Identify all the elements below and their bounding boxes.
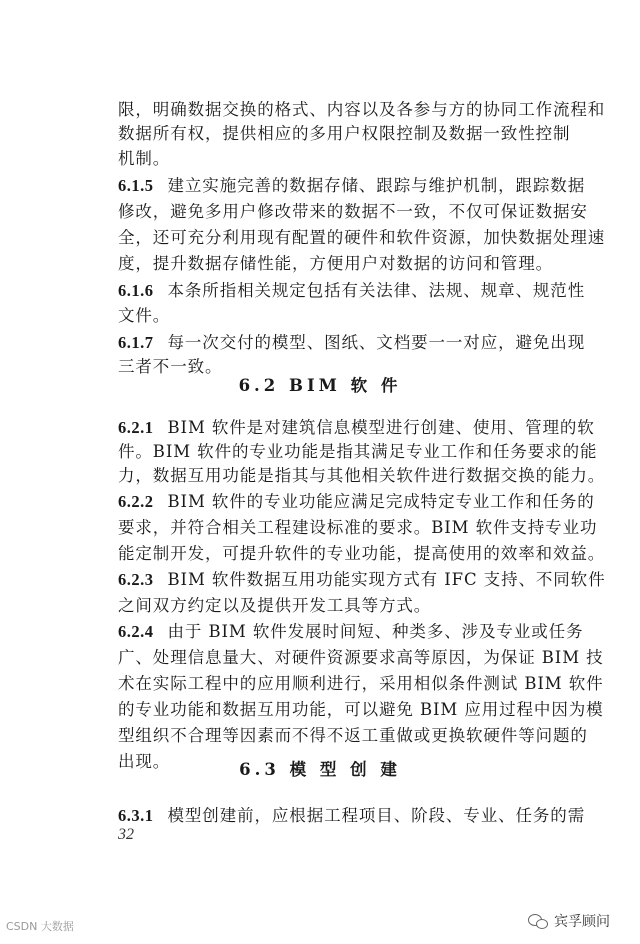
section-heading-6-3: 6.3 模 型 创 建 — [239, 760, 401, 779]
clause-number: 6.2.1 — [118, 418, 154, 437]
line-text: BIM 软件的专业功能应满足完成特定专业工作和任务的 — [167, 492, 595, 511]
text-line — [118, 357, 570, 377]
line-text: 由于 BIM 软件发展时间短、种类多、涉及专业或任务 — [167, 622, 584, 641]
line-text: 件。BIM 软件的专业功能是指其满足专业工作和任务要求的能 — [118, 442, 598, 461]
line-text: 限，明确数据交换的格式、内容以及各参与方的协同工作流程和 — [118, 100, 606, 119]
line-text: 要求，并符合相关工程建设标准的要求。BIM 软件支持专业功 — [118, 518, 598, 537]
line-text: BIM 软件数据互用功能实现方式有 IFC 支持、不同软件 — [167, 570, 606, 589]
line-text: 广、处理信息量大、对硬件资源要求高等原因，为保证 BIM 技 — [118, 648, 604, 667]
line-text: 之间双方约定以及提供开发工具等方式。 — [118, 596, 432, 615]
line-text: 的专业功能和数据互用功能，可以避免 BIM 应用过程中因为模 — [118, 700, 604, 719]
line-text: 文件。 — [118, 306, 171, 325]
line-text: 能定制开发，可提升软件的专业功能，提高使用的效率和效益。 — [118, 544, 606, 563]
text-line — [118, 700, 604, 720]
clause-number: 6.1.5 — [118, 176, 154, 195]
page-number: 32 — [118, 826, 134, 843]
line-text: 本条所指相关规定包括有关法律、法规、规章、规范性 — [167, 281, 586, 300]
clause-line — [118, 418, 595, 438]
line-text: 三者不一致。 — [118, 357, 223, 376]
line-text: 出现。 — [118, 752, 171, 771]
text-line — [118, 674, 604, 694]
clause-line — [118, 570, 606, 590]
line-text: 型组织不合理等因素而不得不返工重做或更换软硬件等问题的 — [118, 726, 588, 745]
clause-line — [118, 176, 586, 196]
line-text: BIM 软件是对建筑信息模型进行创建、使用、管理的软 — [167, 418, 595, 437]
clause-number: 6.2.4 — [118, 622, 154, 641]
text-line — [118, 596, 570, 616]
text-line — [118, 544, 606, 564]
text-line — [118, 100, 606, 120]
text-line — [118, 202, 588, 222]
line-text: 数据所有权，提供相应的多用户权限控制及数据一致性控制 — [118, 124, 571, 143]
line-text: 每一次交付的模型、图纸、文档要一一对应，避免出现 — [167, 333, 586, 352]
clause-line — [118, 492, 595, 512]
line-text: 力，数据互用功能是指其与其他相关软件进行数据交换的能力。 — [118, 466, 606, 485]
section-heading-6-2: 6.2 BIM 软 件 — [238, 376, 402, 395]
text-line — [118, 306, 570, 326]
line-text: 模型创建前，应根据工程项目、阶段、专业、任务的需 — [167, 806, 586, 825]
line-text: 机制。 — [118, 149, 171, 168]
clause-number: 6.3.1 — [118, 806, 154, 825]
text-line — [118, 228, 606, 248]
text-line — [118, 466, 606, 486]
clause-number: 6.1.7 — [118, 333, 154, 352]
clause-number: 6.2.3 — [118, 570, 154, 589]
clause-number: 6.2.2 — [118, 492, 154, 511]
clause-line — [118, 281, 586, 301]
text-line — [118, 648, 604, 668]
line-text: 建立实施完善的数据存储、跟踪与维护机制，跟踪数据 — [167, 176, 586, 195]
watermark-left: CSDN 大数据 — [6, 920, 74, 933]
text-line — [118, 518, 598, 538]
text-line — [118, 149, 570, 169]
text-line — [118, 124, 570, 144]
line-text: 度，提升数据存储性能，方便用户对数据的访问和管理。 — [118, 254, 553, 273]
watermark-right — [528, 909, 610, 933]
clause-line — [118, 622, 584, 642]
line-text: 术在实际工程中的应用顺利进行，采用相似条件测试 BIM 软件 — [118, 674, 604, 693]
wechat-icon — [528, 913, 548, 929]
clause-number: 6.1.6 — [118, 281, 154, 300]
text-line — [118, 726, 588, 746]
line-text: 修改，避免多用户修改带来的数据不一致，不仅可保证数据安 — [118, 202, 588, 221]
text-line — [118, 442, 598, 462]
watermark-right-label: 宾孚顾问 — [554, 914, 610, 930]
line-text: 全，还可充分利用现有配置的硬件和软件资源，加快数据处理速 — [118, 228, 606, 247]
text-line — [118, 254, 570, 274]
clause-line — [118, 806, 586, 826]
clause-line — [118, 333, 586, 353]
